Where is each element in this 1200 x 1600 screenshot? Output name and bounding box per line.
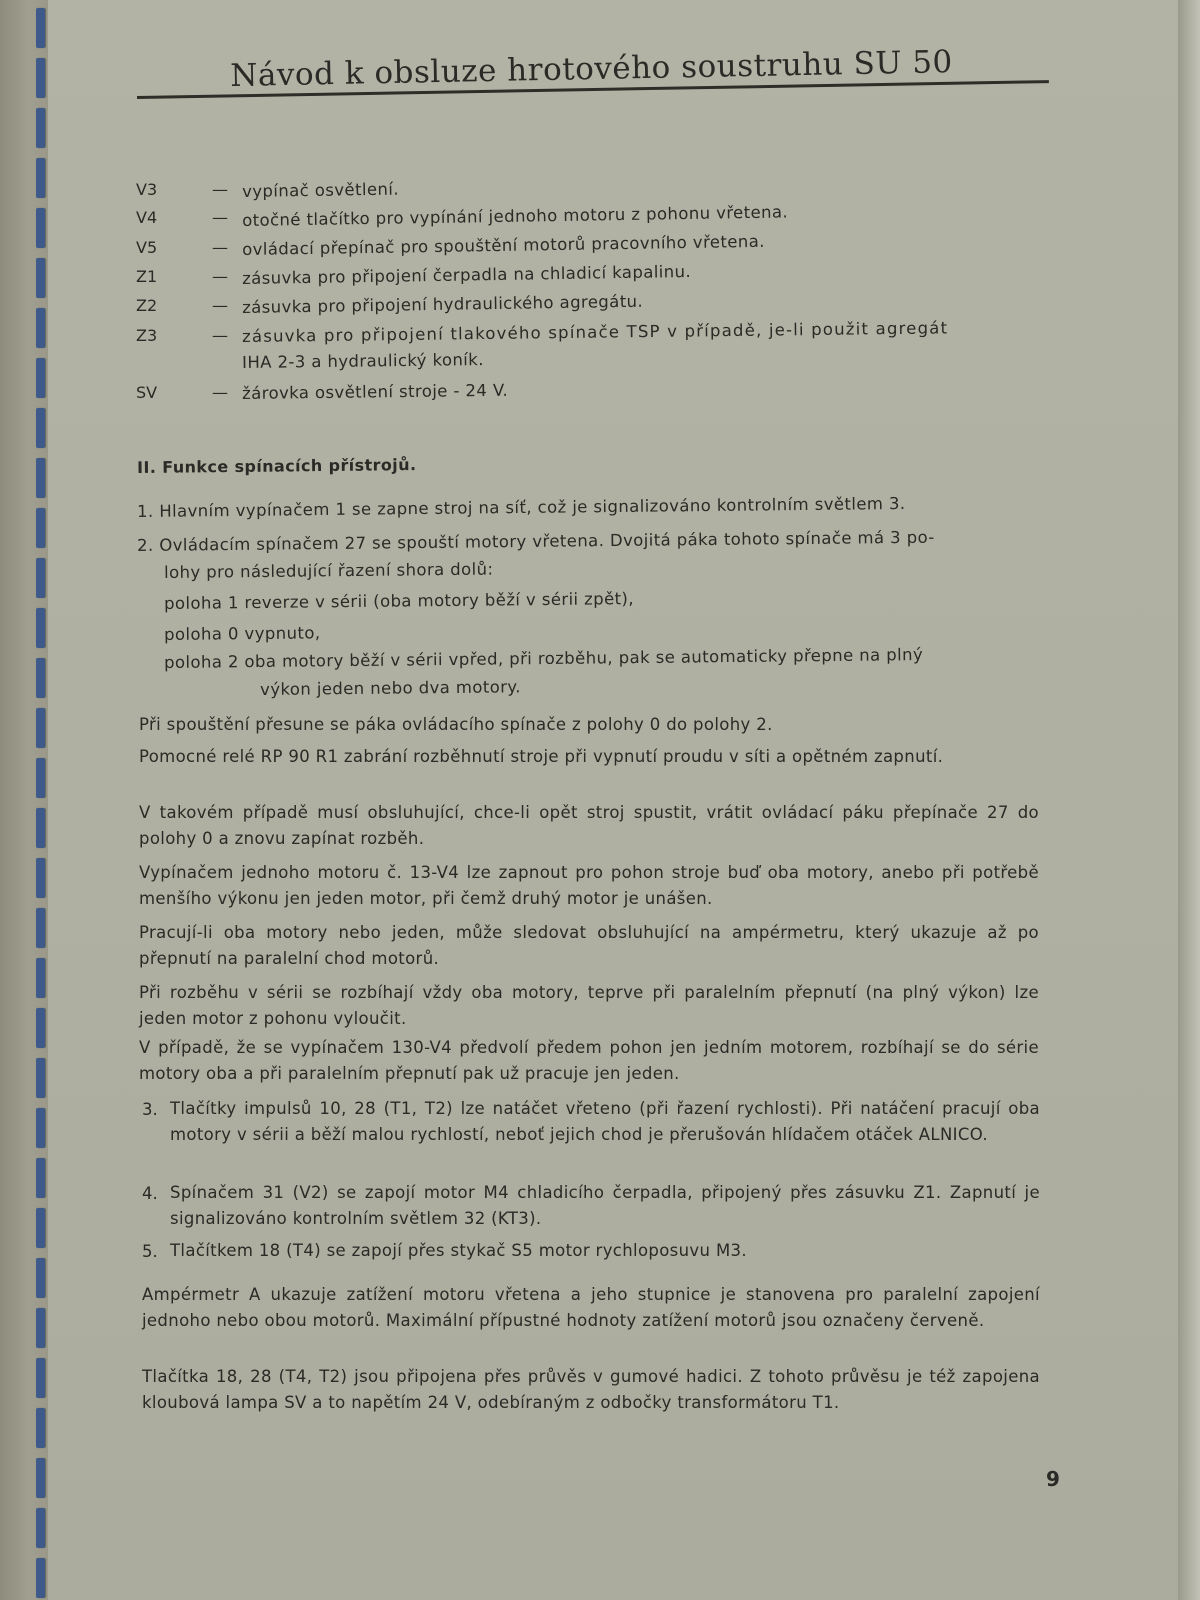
legend-dash: — <box>212 208 228 227</box>
position-2: poloha 2 oba motory běží v sérii vpřed, při rozběhu, pak se automaticky přepne na plný <box>164 645 924 672</box>
paragraph: Pomocné relé RP 90 R1 zabrání rozběhnutí stroje při vypnutí proudu v síti a opětném zapnutí. <box>139 747 944 766</box>
paragraph: V takovém případě musí obsluhující, chce-li opět stroj spustit, vrátit ovládací páku přepínače 27 do polohy 0 a znovu zapínat rozběh. <box>139 803 1039 848</box>
page-number: 9 <box>1046 1467 1060 1491</box>
position-2-continued: výkon jeden nebo dva motory. <box>260 677 521 699</box>
section-heading: II. Funkce spínacích přístrojů. <box>137 455 417 477</box>
paragraph: Ampérmetr A ukazuje zatížení motoru vřetena a jeho stupnice je stanovena pro paralelní zapojení jednoho nebo obou motorů. Maximální přípustné hodnoty zatížení motorů jsou označeny červeně. <box>142 1285 1040 1330</box>
paragraph: V případě, že se vypínačem 130-V4 předvolí předem pohon jen jedním motorem, rozbíhají se do série motory oba a při paralelním přepnutí pak už pracuje jen jeden. <box>139 1038 1039 1083</box>
legend-code: Z3 <box>136 326 158 345</box>
legend-text: zásuvka pro připojení tlakového spínače TSP v případě, je-li použit agregát <box>242 318 949 346</box>
legend-code: V5 <box>136 238 158 257</box>
legend-code: V4 <box>136 208 158 227</box>
legend-text: zásuvka pro připojení hydraulického agregátu. <box>242 291 644 317</box>
item-1: 1. Hlavním vypínačem 1 se zapne stroj na síť, což je signalizováno kontrolním světlem 3. <box>137 493 906 521</box>
item-number: 3. <box>142 1100 158 1119</box>
legend-dash: — <box>212 383 228 402</box>
legend-dash: — <box>212 267 228 286</box>
position-0: poloha 0 vypnuto, <box>164 623 321 644</box>
paragraph: Pracují-li oba motory nebo jeden, může sledovat obsluhující na ampérmetru, který ukazuje až po přepnutí na paralelní chod motorů. <box>139 923 1039 968</box>
paragraph: Vypínačem jednoho motoru č. 13-V4 lze zapnout pro pohon stroje buď oba motory, anebo při potřebě menšího výkonu jen jeden motor, při čemž druhý motor je unášen. <box>139 863 1039 908</box>
legend-text: zásuvka pro připojení čerpadla na chladicí kapalinu. <box>242 261 692 288</box>
legend-text-continued: IHA 2-3 a hydraulický koník. <box>242 350 484 372</box>
position-1: poloha 1 reverze v sérii (oba motory běží v sérii zpět), <box>164 589 635 613</box>
item-text: Tlačítky impulsů 10, 28 (T1, T2) lze natáčet vřeteno (při řazení rychlosti). Při natáčení pracují oba motory v sérii a běží malou rychlostí, neboť jejich chod je přerušován hlídačem otáček ALNICO. <box>170 1099 1040 1144</box>
legend-dash: — <box>212 238 228 257</box>
legend-code: Z2 <box>136 296 158 315</box>
legend-code: SV <box>136 383 158 402</box>
item-number: 4. <box>142 1184 158 1203</box>
item-2: 2. Ovládacím spínačem 27 se spouští motory vřetena. Dvojitá páka tohoto spínače má 3 po- <box>137 527 935 555</box>
item-number: 5. <box>142 1242 158 1261</box>
legend-text: vypínač osvětlení. <box>242 179 400 201</box>
legend-code: Z1 <box>136 267 158 286</box>
paragraph: Při rozběhu v sérii se rozbíhají vždy oba motory, teprve při paralelním přepnutí (na plný výkon) lze jeden motor z pohonu vyloučit. <box>139 983 1039 1028</box>
legend-dash: — <box>212 326 228 345</box>
legend-dash: — <box>212 296 228 315</box>
legend-code: V3 <box>136 180 158 199</box>
item-text: Tlačítkem 18 (T4) se zapojí přes stykač S5 motor rychloposuvu M3. <box>170 1241 747 1260</box>
paragraph: Tlačítka 18, 28 (T4, T2) jsou připojena přes průvěs v gumové hadici. Z tohoto průvěsu je též zapojena kloubová lampa SV a to napětím 24 V, odebíraným z odbočky transformátoru T1. <box>142 1367 1040 1412</box>
paragraph: Při spouštění přesune se páka ovládacího spínače z polohy 0 do polohy 2. <box>139 715 773 734</box>
legend-text: žárovka osvětlení stroje - 24 V. <box>242 380 509 403</box>
legend-text: otočné tlačítko pro vypínání jednoho motoru z pohonu vřetena. <box>242 202 789 230</box>
item-text: Spínačem 31 (V2) se zapojí motor M4 chladicího čerpadla, připojený přes zásuvku Z1. Zapnutí je signalizováno kontrolním světlem 32 (KT3). <box>170 1183 1040 1228</box>
legend-dash: — <box>212 180 228 199</box>
page-title: Návod k obsluze hrotového soustruhu SU 50 <box>230 44 954 94</box>
item-2-continued: lohy pro následující řazení shora dolů: <box>164 559 494 582</box>
legend-text: ovládací přepínač pro spouštění motorů pracovního vřetena. <box>242 231 765 259</box>
